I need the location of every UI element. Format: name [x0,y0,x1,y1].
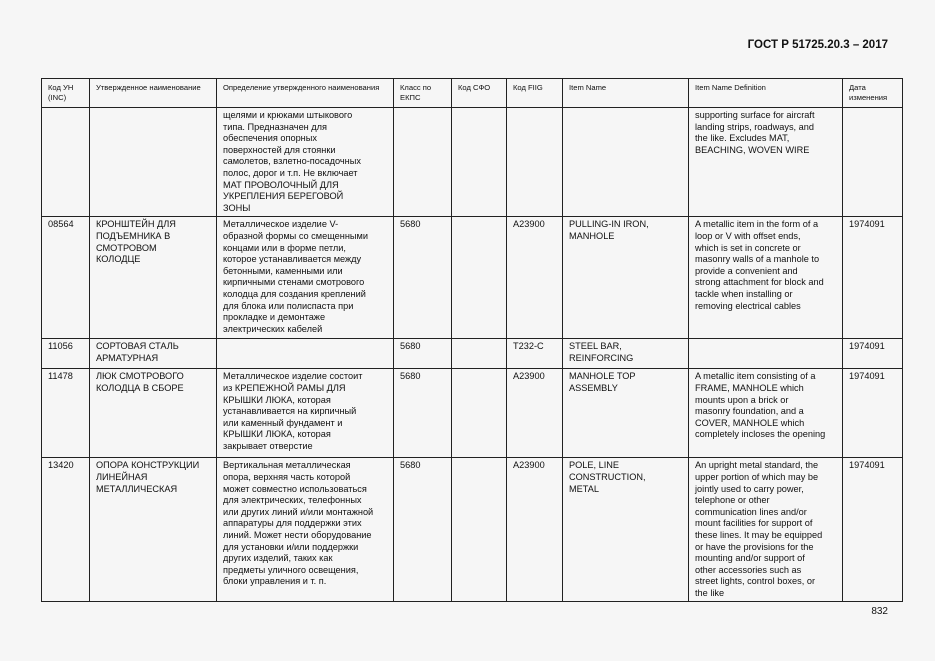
cell-item-name [563,108,689,217]
column-header-fiig: Код FIIG [507,79,563,108]
cell-sfo [452,108,507,217]
cell-fiig [507,108,563,217]
column-header-definition-ru: Определение утвержденного наименования [217,79,394,108]
document-id: ГОСТ Р 51725.20.3 – 2017 [747,39,888,51]
cell-ekps: 5680 [394,339,452,369]
cell-date [843,108,903,217]
cell-date: 1974091 [843,339,903,369]
cell-inc [42,108,90,217]
cell-fiig: T232-C [507,339,563,369]
cell-date: 1974091 [843,217,903,339]
cell-definition-ru: Металлическое изделие состоит из КРЕПЕЖНОЙ РАМЫ ДЛЯ КРЫШКИ ЛЮКА, которая устанавливается на кирпичный или каменный фундамент и КРЫШКИ ЛЮКА, которая закрывает отверстие [217,369,394,458]
cell-ekps: 5680 [394,217,452,339]
cell-sfo [452,339,507,369]
cell-inc: 11478 [42,369,90,458]
cell-definition-ru [217,339,394,369]
cell-definition-ru: Вертикальная металлическая опора, верхняя часть которой может совместно использоваться для электрических, телефонных или других линий и/или монтажной аппаратуры для поддержки этих линий. Может нести оборудование для установки и/или поддержки других изделий, таких как предметы уличного освещения, блоки управления и т. п. [217,458,394,602]
cell-inc: 08564 [42,217,90,339]
cell-inc: 11056 [42,339,90,369]
cell-ekps: 5680 [394,369,452,458]
cell-item-name: MANHOLE TOP ASSEMBLY [563,369,689,458]
table-row [42,369,903,458]
cell-name-ru: КРОНШТЕЙН ДЛЯ ПОДЪЕМНИКА В СМОТРОВОМ КОЛОДЦЕ [90,217,217,339]
column-header-name-ru: Утвержденное наименование [90,79,217,108]
cell-sfo [452,369,507,458]
column-header-date: Дата изменения [843,79,903,108]
cell-definition-ru: щелями и крюками штыкового типа. Предназначен для обеспечения опорных поверхностей для стоянки самолетов, взлетно-посадочных полос, дорог и т.п. Не включает МАТ ПРОВОЛОЧНЫЙ ДЛЯ УКРЕПЛЕНИЯ БЕРЕГОВОЙ ЗОНЫ [217,108,394,217]
cell-fiig: A23900 [507,217,563,339]
cell-name-ru [90,108,217,217]
cell-item-definition: An upright metal standard, the upper portion of which may be jointly used to carry power, telephone or other communication lines and/or mount facilities for support of these lines. It may be equipped or have the provisions for the mounting and/or support of other accessories such as street lights, control boxes, or the like [689,458,843,602]
cell-sfo [452,458,507,602]
cell-item-name: POLE, LINE CONSTRUCTION, METAL [563,458,689,602]
cell-name-ru: ОПОРА КОНСТРУКЦИИ ЛИНЕЙНАЯ МЕТАЛЛИЧЕСКАЯ [90,458,217,602]
cell-item-definition [689,339,843,369]
cell-name-ru: СОРТОВАЯ СТАЛЬ АРМАТУРНАЯ [90,339,217,369]
cell-ekps [394,108,452,217]
column-header-item-definition: Item Name Definition [689,79,843,108]
page-number: 832 [871,606,888,617]
cell-item-name: PULLING-IN IRON, MANHOLE [563,217,689,339]
cell-fiig: A23900 [507,458,563,602]
column-header-sfo: Код СФО [452,79,507,108]
column-header-ekps: Класс по ЕКПС [394,79,452,108]
cell-date: 1974091 [843,458,903,602]
cell-item-definition: A metallic item consisting of a FRAME, MANHOLE which mounts upon a brick or masonry foundation, and a COVER, MANHOLE which completely incloses the opening [689,369,843,458]
data-table [41,78,903,602]
table-row [42,217,903,339]
column-header-item-name: Item Name [563,79,689,108]
cell-fiig: A23900 [507,369,563,458]
column-header-inc: Код УН (INC) [42,79,90,108]
cell-date: 1974091 [843,369,903,458]
cell-item-name: STEEL BAR, REINFORCING [563,339,689,369]
table-header-row [42,79,903,108]
cell-ekps: 5680 [394,458,452,602]
cell-inc: 13420 [42,458,90,602]
cell-sfo [452,217,507,339]
table-row [42,339,903,369]
cell-name-ru: ЛЮК СМОТРОВОГО КОЛОДЦА В СБОРЕ [90,369,217,458]
table-row [42,108,903,217]
cell-item-definition: A metallic item in the form of a loop or V with offset ends, which is set in concrete or masonry walls of a manhole to provide a convenient and strong attachment for block and tackle when installing or removing electrical cables [689,217,843,339]
table-row [42,458,903,602]
cell-item-definition: supporting surface for aircraft landing strips, roadways, and the like. Excludes MAT, BEACHING, WOVEN WIRE [689,108,843,217]
cell-definition-ru: Металлическое изделие V- образной формы со смещенными концами или в форме петли, которое устанавливается между бетонными, каменными или кирпичными стенами смотрового колодца для создания креплений для блока или полиспаста при прокладке и демонтаже электрических кабелей [217,217,394,339]
